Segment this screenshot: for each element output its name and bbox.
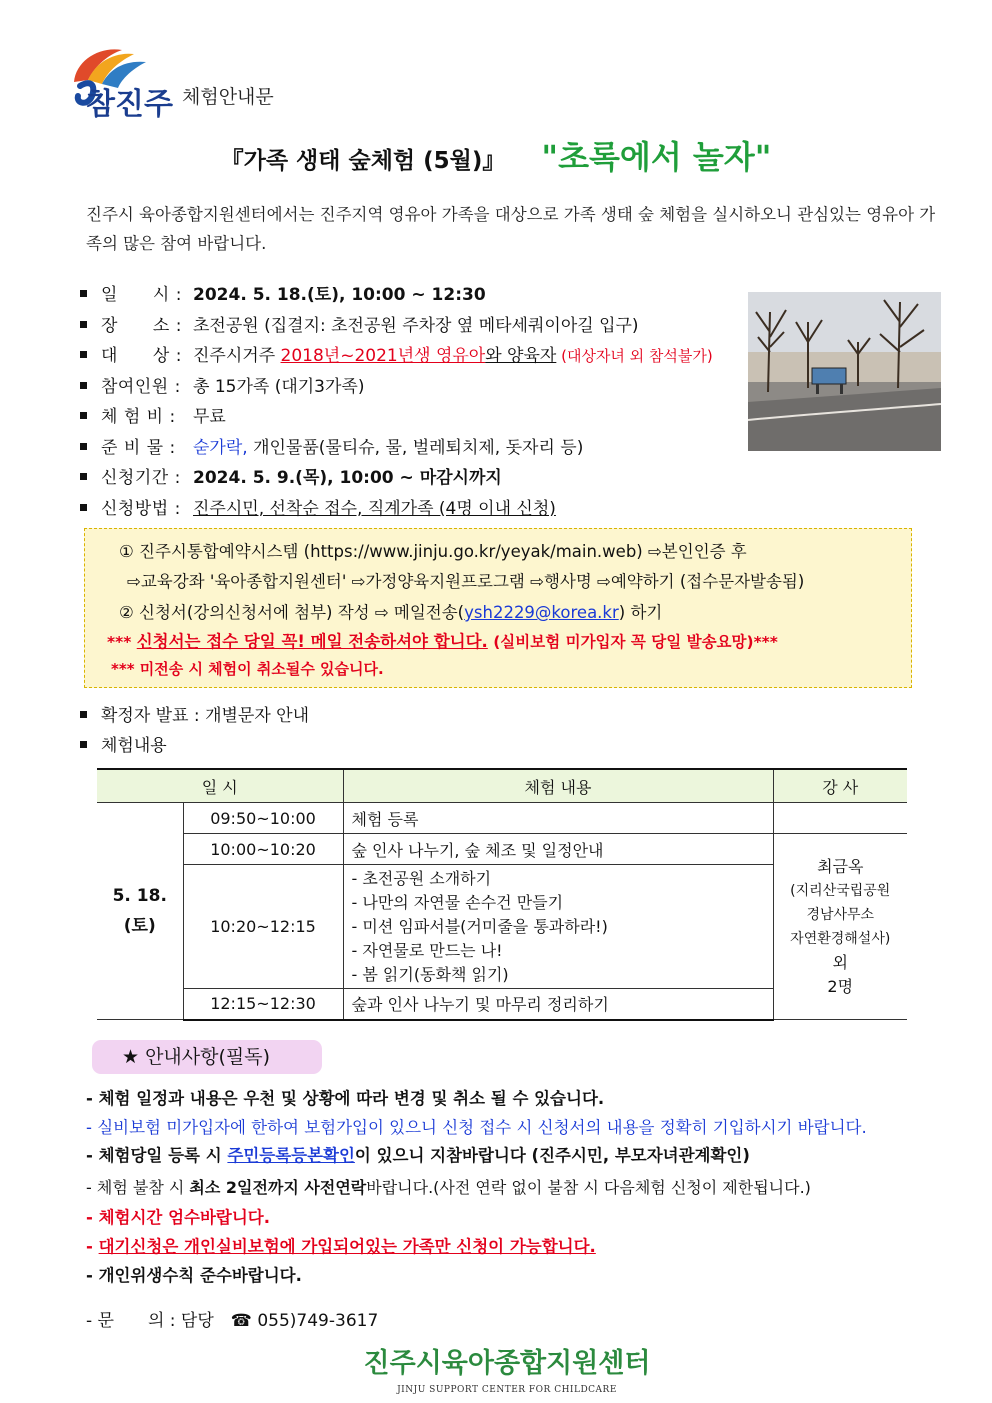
title-slogan: "초록에서 놀자" [541, 138, 772, 176]
info-value: 총 15가족 (대기3가족) [193, 377, 365, 397]
notice-text: (접수문자발송됨) [674, 572, 805, 591]
info-target [80, 342, 713, 370]
schedule-content-list [343, 865, 773, 989]
info-announce [80, 702, 309, 730]
guide-line [86, 1142, 750, 1170]
info-value: 와 양육자 [485, 346, 557, 366]
instructor-line: 2명 [827, 976, 854, 996]
guide-line: - 실비보험 미가입자에 한하여 보험가입이 있으니 신청 접수 시 신청서의 내용을 정확히 기입하시기 바랍니다. [86, 1118, 867, 1137]
info-label: 참여인원 : [101, 377, 181, 397]
info-label: 신청기간 : [101, 468, 181, 488]
header-instructor: 강 사 [773, 769, 907, 803]
title-main: 『가족 생태 숲체험 (5월)』 [220, 148, 506, 174]
target-age-highlight: 2018년~2021년생 영유아 [280, 346, 486, 366]
guide-badge: ★ 안내사항(필독) [92, 1040, 322, 1074]
instructor-line: 경남사무소 [806, 906, 875, 923]
info-label: 신청방법 : [101, 499, 181, 519]
table-row [97, 803, 907, 834]
notice-text: ⇨본인인증 후 [647, 542, 747, 561]
guide-text: - 체험 불참 시 [86, 1178, 190, 1197]
info-label: 준 비 물 : [101, 438, 176, 458]
bullet-icon [80, 504, 87, 511]
info-supplies [80, 434, 583, 462]
info-count [80, 373, 364, 401]
guide-text: - [86, 1237, 99, 1256]
logo-text: 참진주 [86, 87, 173, 118]
notice-text: ) 하기 [618, 603, 663, 622]
day-text: (토) [123, 916, 156, 936]
schedule-time: 10:20~12:15 [183, 865, 343, 989]
guide-line: - 개인위생수칙 준수바랍니다. [86, 1266, 302, 1285]
contact-info: - 문 의 : 담당 ☎ 055)749-3617 [86, 1311, 379, 1331]
info-label: 확정자 발표 : [101, 706, 200, 726]
info-value: 초전공원 (집결지: 초전공원 주차장 옆 메타세쿼이아길 입구) [193, 316, 639, 336]
bullet-icon [80, 321, 87, 328]
info-label: 장 소 : [101, 316, 182, 336]
document-subtitle: 체험안내문 [182, 86, 274, 108]
notice-line-1 [119, 538, 747, 562]
notice-text: ⇨교육강좌 '육아종합지원센터' ⇨가정양육지원프로그램 ⇨행사명 ⇨예약하기 [127, 572, 675, 591]
warning-stars: *** [107, 633, 137, 651]
guide-line [86, 1233, 596, 1261]
bullet-icon [80, 711, 87, 718]
instructor-cell [773, 834, 907, 1020]
bullet-icon [80, 741, 87, 748]
schedule-content: 숲과 인사 나누기 및 마무리 정리하기 [343, 989, 773, 1020]
warning-main: 신청서는 접수 당일 꼭! 메일 전송하셔야 합니다. [136, 632, 488, 651]
guide-line: - 체험시간 엄수바랍니다. [86, 1208, 270, 1227]
bullet-icon [80, 382, 87, 389]
notice-text: ② 신청서(강의신청서에 첨부) 작성 ⇨ 메일전송( [119, 603, 465, 622]
info-label: 일 시 : [101, 285, 182, 305]
info-value: 2024. 5. 18.(토), 10:00 ~ 12:30 [193, 285, 486, 305]
warning-note: (실비보험 미가입자 꼭 당일 발송요망)*** [487, 633, 778, 651]
info-value: 개인물품(물티슈, 물, 벌레퇴치제, 돗자리 등) [247, 438, 584, 458]
guide-text: 바랍니다.(사전 연락 없이 불참 시 다음체험 신청이 제한됩니다.) [366, 1178, 811, 1197]
instructor-line: (지리산국립공원 [790, 882, 891, 899]
info-label: 체 험 비 : [101, 407, 176, 427]
intro-paragraph: 진주시 육아종합지원센터에서는 진주지역 영유아 가족을 대상으로 가족 생태 숲 체험을 실시하오니 관심있는 영유아 가족의 많은 참여 바랍니다. [86, 205, 936, 253]
bullet-icon [80, 443, 87, 450]
supplies-highlight: 숟가락, [193, 438, 248, 458]
bullet-icon [80, 473, 87, 480]
info-label: 대 상 : [101, 346, 182, 366]
info-value: 무료 [193, 407, 226, 427]
schedule-date [97, 803, 183, 1020]
date-text: 5. 18. [112, 886, 167, 906]
guide-line: - 체험 일정과 내용은 우천 및 상황에 따라 변경 및 취소 될 수 있습니다. [86, 1089, 605, 1108]
footer-title: 진주시육아종합지원센터 [363, 1348, 651, 1379]
schedule-time: 10:00~10:20 [183, 834, 343, 865]
schedule-table [97, 768, 907, 1021]
bullet-icon [80, 290, 87, 297]
schedule-time: 09:50~10:00 [183, 803, 343, 834]
notice-line-3 [119, 599, 662, 623]
document-title [0, 132, 992, 178]
target-note: (대상자녀 외 참석불가) [556, 347, 713, 365]
activity-item: - 자연물로 만드는 나! [351, 940, 503, 960]
info-datetime [80, 281, 486, 309]
info-value: 진주시민, 선착순 접수, 직계가족 (4명 이내 신청) [193, 499, 556, 519]
instructor-line: 자연환경해설사) [790, 930, 891, 947]
info-label: 체험내용 [101, 736, 167, 756]
schedule-content: 체험 등록 [343, 803, 773, 834]
info-method [80, 495, 556, 523]
application-notice-box [84, 528, 912, 688]
table-row [97, 834, 907, 865]
info-period [80, 464, 502, 492]
instructor-line: 외 [832, 952, 848, 972]
notice-warning-1 [107, 628, 778, 652]
jinju-city-logo [66, 40, 176, 118]
activity-item: - 나만의 자연물 손수건 만들기 [351, 892, 564, 912]
notice-warning-2: *** 미전송 시 체험이 취소될수 있습니다. [111, 660, 384, 678]
info-value: 2024. 5. 9.(목), 10:00 ~ 마감시까지 [193, 468, 502, 488]
schedule-content: 숲 인사 나누기, 숲 체조 및 일정안내 [343, 834, 773, 865]
header-datetime: 일 시 [97, 769, 343, 803]
bullet-icon [80, 412, 87, 419]
footer-subtitle: JINJU SUPPORT CENTER FOR CHILDCARE [397, 1385, 617, 1395]
activity-item: - 미션 임파서블(거미줄을 통과하라!) [351, 916, 608, 936]
email-link[interactable]: ysh2229@korea.kr [464, 603, 619, 622]
guide-emphasis: 주민등록등본확인 [227, 1146, 355, 1165]
info-value: 진주시거주 [193, 346, 281, 366]
guide-emphasis: 최소 2일전까지 사전연락 [189, 1178, 367, 1197]
notice-line-2 [127, 568, 804, 592]
support-center-logo [352, 1342, 662, 1400]
guide-line [86, 1174, 811, 1202]
instructor-empty [773, 803, 907, 834]
table-header-row [97, 769, 907, 803]
activity-item: - 초전공원 소개하기 [351, 868, 492, 888]
info-value: 개별문자 안내 [205, 706, 309, 726]
header-content: 체험 내용 [343, 769, 773, 803]
guide-text: 이 있으니 지참바랍니다 (진주시민, 부모자녀관계확인) [354, 1146, 750, 1165]
info-fee [80, 403, 226, 431]
info-content-label [80, 732, 167, 760]
activity-item: - 봄 읽기(동화책 읽기) [351, 964, 509, 984]
guide-text: - 체험당일 등록 시 [86, 1146, 228, 1165]
info-place [80, 312, 639, 340]
bullet-icon [80, 351, 87, 358]
guide-emphasis: 대기신청은 개인실비보험에 가입되어있는 가족만 신청이 가능합니다. [98, 1237, 596, 1256]
notice-text: ① 진주시통합예약시스템 (https://www.jinju.go.kr/yeyak/main.web) [119, 542, 648, 561]
instructor-name: 최금옥 [817, 856, 864, 876]
schedule-time: 12:15~12:30 [183, 989, 343, 1020]
park-photo [748, 292, 941, 451]
